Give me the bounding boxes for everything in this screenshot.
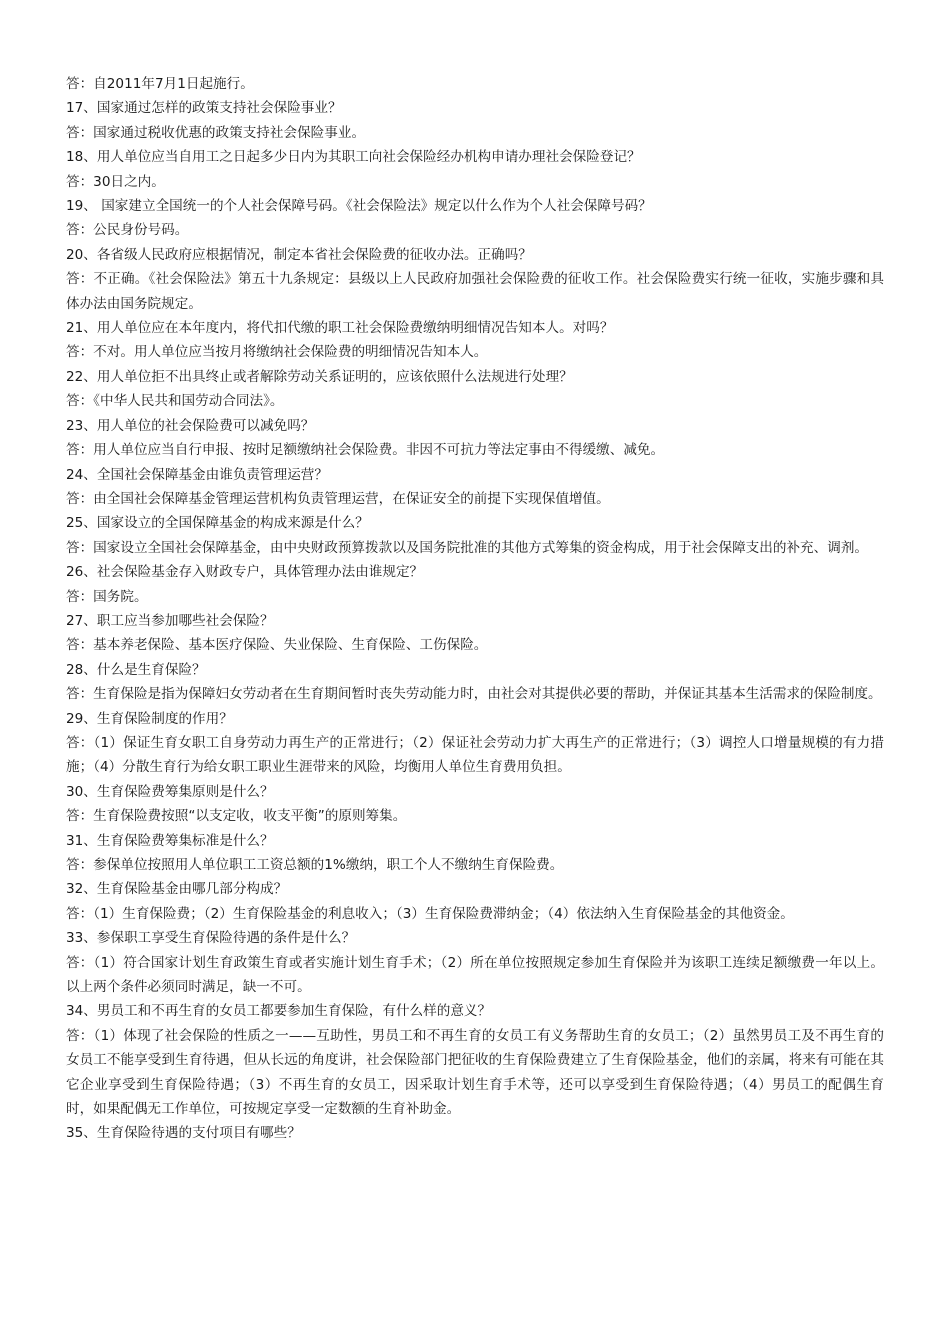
question-line: 25、国家设立的全国保障基金的构成来源是什么？ — [66, 515, 369, 532]
question-line: 32、生育保险基金由哪几部分构成？ — [66, 881, 288, 898]
answer-line: 答：自2011年7月1日起施行。 — [66, 76, 254, 92]
answer-line: 答：生育保险费按照“以支定收，收支平衡”的原则筹集。 — [66, 808, 407, 825]
question-line: 19、 国家建立全国统一的个人社会保障号码。《社会保险法》规定以什么作为个人社会保障号码？ — [66, 198, 652, 215]
question-line: 23、用人单位的社会保险费可以减免吗？ — [66, 417, 315, 434]
question-line: 18、用人单位应当自用工之日起多少日内为其职工向社会保险经办机构申请办理社会保险登记？ — [66, 149, 641, 166]
answer-line: 答：《中华人民共和国劳动合同法》。 — [66, 393, 284, 410]
answer-line: 答：公民身份号码。 — [66, 222, 189, 239]
answer-line: 答：参保单位按照用人单位职工工资总额的1%缴纳，职工个人不缴纳生育保险费。 — [66, 857, 564, 873]
question-line: 21、用人单位应在本年度内，将代扣代缴的职工社会保险费缴纳明细情况告知本人。对吗？ — [66, 320, 614, 337]
question-line: 35、生育保险待遇的支付项目有哪些？ — [66, 1125, 301, 1142]
question-line: 27、职工应当参加哪些社会保险？ — [66, 612, 274, 629]
question-line: 30、生育保险费筹集原则是什么？ — [66, 783, 274, 800]
answer-line: 答：（1）体现了社会保险的性质之一——互助性，男员工和不再生育的女员工有义务帮助生育的女员工；（2）虽然男员工及不再生育的女员工不能享受到生育待遇，但从长远的角度讲，社会保险部门把征收的生育保险费建立了生育保险基金，他们的亲属，将来有可能在其它企业享受到生育保险待遇；（3）不再生育的女员工，因采取计划生育手术等，还可以享受到生育保险待遇；（4）男员工的配偶生育时，如果配偶无工作单位，可按规定享受一定数额的生育补助金。 — [66, 1027, 884, 1118]
question-line: 29、生育保险制度的作用？ — [66, 710, 233, 727]
question-line: 28、什么是生育保险？ — [66, 661, 206, 678]
answer-line: 答：国家设立全国社会保障基金，由中央财政预算拨款以及国务院批准的其他方式筹集的资金构成，用于社会保障支出的补充、调剂。 — [66, 539, 869, 556]
document-body — [66, 72, 884, 1146]
answer-line: 答：（1）保证生育女职工自身劳动力再生产的正常进行；（2）保证社会劳动力扩大再生产的正常进行；（3）调控人口增量规模的有力措施；（4）分散生育行为给女职工职业生涯带来的风险，均衡用人单位生育费用负担。 — [66, 734, 884, 776]
answer-line: 答：国家通过税收优惠的政策支持社会保险事业。 — [66, 124, 366, 141]
answer-line: 答：30日之内。 — [66, 173, 165, 190]
answer-line: 答：（1）生育保险费；（2）生育保险基金的利息收入；（3）生育保险费滞纳金；（4）依法纳入生育保险基金的其他资金。 — [66, 905, 794, 922]
answer-line: 答：不正确。《社会保险法》第五十九条规定：县级以上人民政府加强社会保险费的征收工作。社会保险费实行统一征收，实施步骤和具体办法由国务院规定。 — [66, 271, 884, 312]
answer-line: 答：基本养老保险、基本医疗保险、失业保险、生育保险、工伤保险。 — [66, 637, 488, 654]
question-line: 26、社会保险基金存入财政专户，具体管理办法由谁规定？ — [66, 564, 424, 581]
question-line: 31、生育保险费筹集标准是什么？ — [66, 832, 274, 849]
question-line: 24、全国社会保障基金由谁负责管理运营？ — [66, 466, 328, 483]
question-line: 34、男员工和不再生育的女员工都要参加生育保险，有什么样的意义？ — [66, 1003, 492, 1020]
question-line: 20、各省级人民政府应根据情况，制定本省社会保险费的征收办法。正确吗？ — [66, 246, 532, 263]
question-line: 22、用人单位拒不出具终止或者解除劳动关系证明的，应该依照什么法规进行处理？ — [66, 368, 573, 385]
question-line: 33、参保职工享受生育保险待遇的条件是什么？ — [66, 930, 356, 947]
question-line: 17、国家通过怎样的政策支持社会保险事业？ — [66, 100, 342, 117]
answer-line: 答：（1）符合国家计划生育政策生育或者实施计划生育手术；（2）所在单位按照规定参加生育保险并为该职工连续足额缴费一年以上。以上两个条件必须同时满足，缺一不可。 — [66, 954, 884, 996]
answer-line: 答：用人单位应当自行申报、按时足额缴纳社会保险费。非因不可抗力等法定事由不得缓缴、减免。 — [66, 442, 665, 459]
answer-line: 答：不对。用人单位应当按月将缴纳社会保险费的明细情况告知本人。 — [66, 344, 488, 361]
answer-line: 答：国务院。 — [66, 588, 148, 605]
answer-line: 答：由全国社会保障基金管理运营机构负责管理运营，在保证安全的前提下实现保值增值。 — [66, 490, 610, 507]
answer-line: 答：生育保险是指为保障妇女劳动者在生育期间暂时丧失劳动能力时，由社会对其提供必要的帮助，并保证其基本生活需求的保险制度。 — [66, 686, 882, 703]
